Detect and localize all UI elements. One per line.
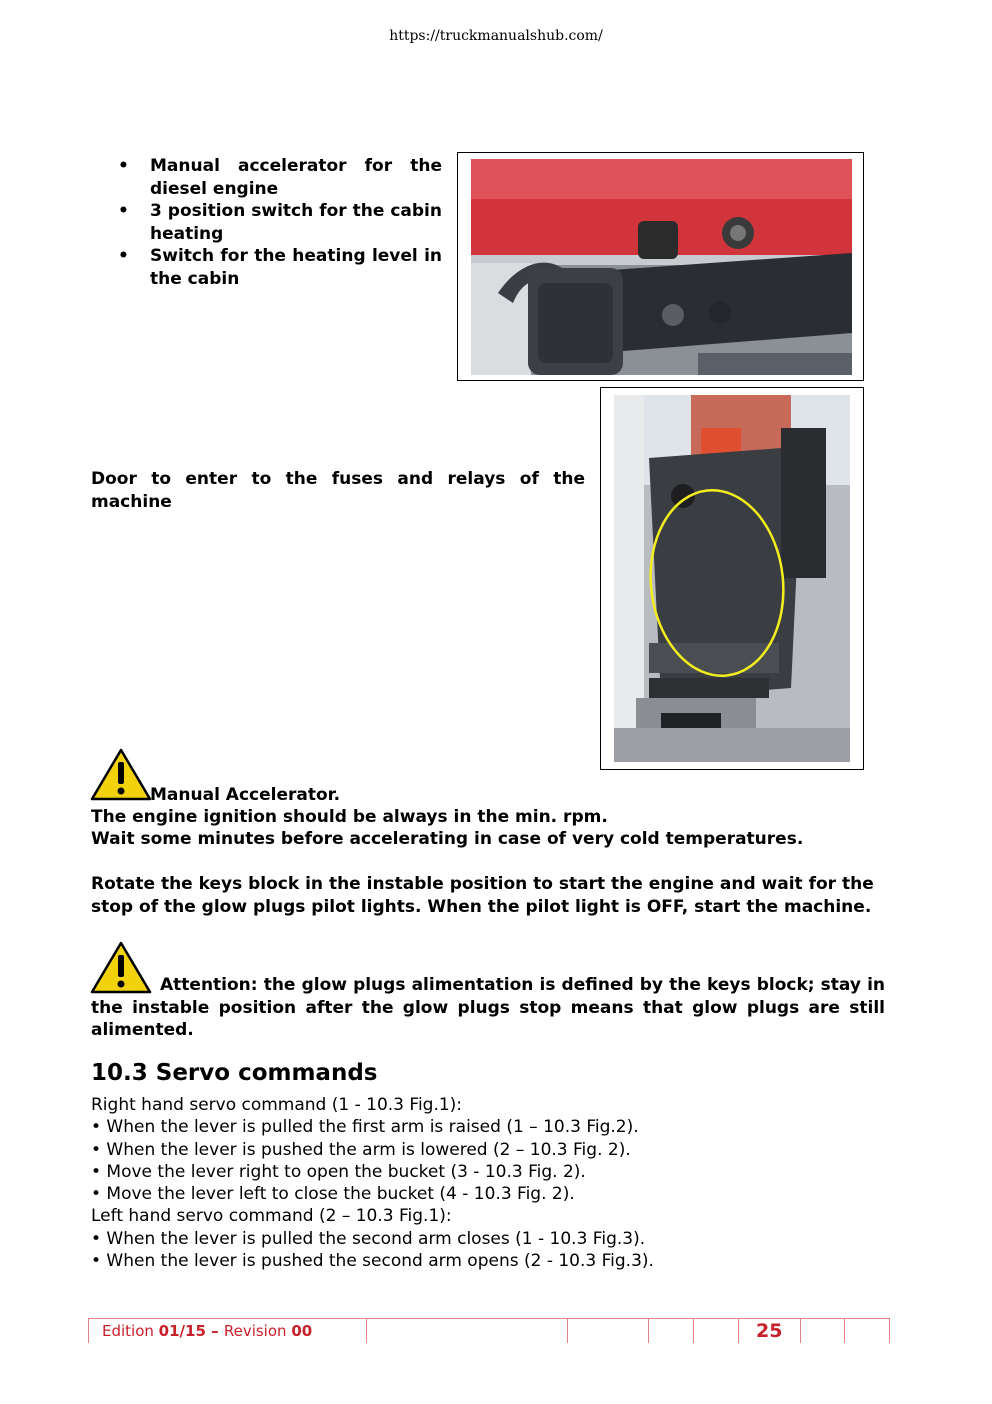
section-heading: 10.3 Servo commands xyxy=(91,1060,378,1086)
list-item: • 3 position switch for the cabin heating xyxy=(110,200,442,245)
servo-line: • When the lever is pulled the first arm is raised (1 – 10.3 Fig.2). xyxy=(91,1117,639,1138)
manual-accelerator-line1: The engine ignition should be always in the min. rpm. xyxy=(91,807,608,827)
manual-accelerator-title: Manual Accelerator. xyxy=(150,785,341,805)
servo-line: • Move the lever right to open the bucket (3 - 10.3 Fig. 2). xyxy=(91,1161,586,1182)
servo-commands-text xyxy=(91,1094,891,1272)
edition-label: Edition xyxy=(102,1322,159,1340)
manual-accelerator-line2: Wait some minutes before accelerating in case of very cold temperatures. xyxy=(91,829,804,849)
footer-divider xyxy=(648,1319,649,1343)
footer-divider xyxy=(366,1319,367,1343)
footer-divider xyxy=(88,1319,89,1343)
revision-value: 00 xyxy=(291,1322,313,1340)
servo-line: Left hand servo command (2 – 10.3 Fig.1): xyxy=(91,1206,452,1227)
footer-divider xyxy=(567,1319,568,1343)
footer-divider xyxy=(844,1319,845,1343)
fuse-door-photo xyxy=(600,387,864,770)
servo-line: • When the lever is pulled the second arm closes (1 - 10.3 Fig.3). xyxy=(91,1228,646,1249)
page-number: 25 xyxy=(756,1320,783,1342)
revision-label: Revision xyxy=(223,1322,292,1340)
footer-edition xyxy=(102,1322,312,1340)
rotate-keys-paragraph: Rotate the keys block in the instable position to start the engine and wait for the stop of the glow plugs pilot lights. When the pilot light is OFF, start the machine. xyxy=(91,874,874,917)
servo-line: Right hand servo command (1 - 10.3 Fig.1): xyxy=(91,1095,463,1115)
servo-line: • Move the lever left to close the bucket (4 - 10.3 Fig. 2). xyxy=(91,1184,575,1205)
attention-paragraph xyxy=(91,974,885,1042)
warning-triangle-icon xyxy=(90,748,152,801)
footer-divider xyxy=(693,1319,694,1343)
edition-value: 01/15 – xyxy=(158,1322,224,1340)
footer-divider xyxy=(889,1319,890,1343)
accelerator-photo xyxy=(457,152,864,381)
feature-bullet-list xyxy=(110,155,442,290)
servo-line: • When the lever is pushed the second arm opens (2 - 10.3 Fig.3). xyxy=(91,1251,654,1272)
attention-text: Attention: the glow plugs alimentation is defined by the keys block; stay in the instable position after the glow plugs stop means that glow plugs are still alimented. xyxy=(91,975,885,1040)
list-item: • Manual accelerator for the diesel engine xyxy=(110,155,442,200)
door-caption: Door to enter to the fuses and relays of the machine xyxy=(91,469,585,512)
header-url[interactable]: https://truckmanualshub.com/ xyxy=(389,28,603,44)
footer-divider xyxy=(800,1319,801,1343)
servo-line: • When the lever is pushed the arm is lowered (2 – 10.3 Fig. 2). xyxy=(91,1139,631,1160)
list-item: • Switch for the heating level in the cabin xyxy=(110,245,442,290)
footer-divider xyxy=(738,1319,739,1343)
page-footer xyxy=(88,1318,890,1343)
